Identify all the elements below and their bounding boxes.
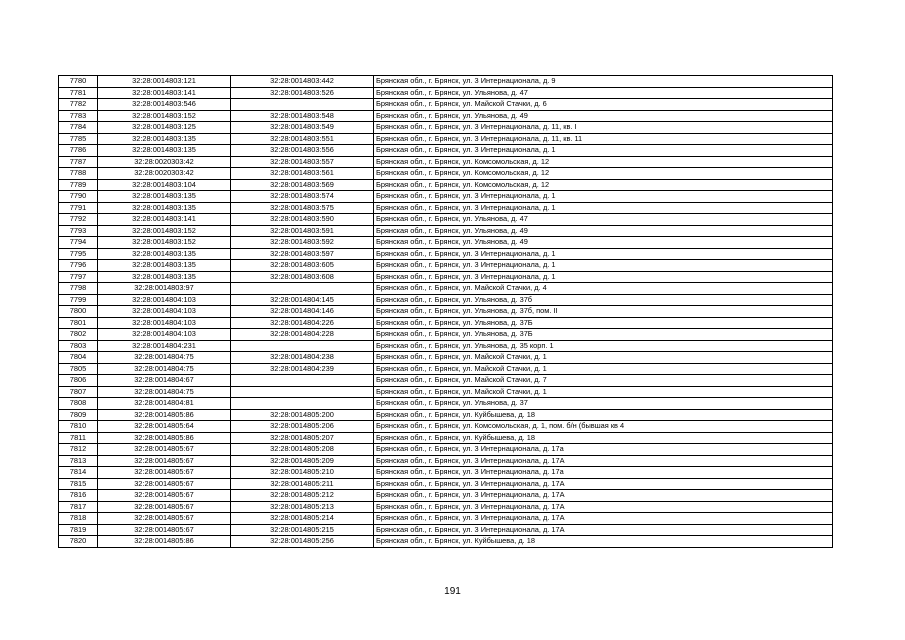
table-row <box>59 87 833 99</box>
parcel-number-cell: 32:28:0014804:103 <box>98 317 231 329</box>
parcel-number-cell: 32:28:0014805:67 <box>98 501 231 513</box>
table-row <box>59 306 833 318</box>
row-number-cell: 7816 <box>59 490 98 502</box>
address-cell: Брянская обл., г. Брянск, ул. Ульянова, д. 37б, пом. II <box>374 306 833 318</box>
object-number-cell: 32:28:0014805:207 <box>231 432 374 444</box>
row-number-cell: 7789 <box>59 179 98 191</box>
address-cell: Брянская обл., г. Брянск, ул. Майской Стачки, д. 6 <box>374 99 833 111</box>
table-row <box>59 352 833 364</box>
table-row <box>59 386 833 398</box>
parcel-number-cell: 32:28:0014803:135 <box>98 133 231 145</box>
object-number-cell: 32:28:0014805:211 <box>231 478 374 490</box>
parcel-number-cell: 32:28:0014803:135 <box>98 191 231 203</box>
object-number-cell <box>231 375 374 387</box>
address-cell: Брянская обл., г. Брянск, ул. 3 Интернационала, д. 1 <box>374 271 833 283</box>
row-number-cell: 7787 <box>59 156 98 168</box>
address-cell: Брянская обл., г. Брянск, ул. Комсомольская, д. 12 <box>374 179 833 191</box>
parcel-number-cell: 32:28:0014803:97 <box>98 283 231 295</box>
address-cell: Брянская обл., г. Брянск, ул. Ульянова, д. 49 <box>374 110 833 122</box>
property-table-body <box>59 76 833 548</box>
object-number-cell: 32:28:0014803:590 <box>231 214 374 226</box>
address-cell: Брянская обл., г. Брянск, ул. Ульянова, д. 37 <box>374 398 833 410</box>
parcel-number-cell: 32:28:0014804:103 <box>98 294 231 306</box>
table-row <box>59 179 833 191</box>
table-row <box>59 248 833 260</box>
row-number-cell: 7788 <box>59 168 98 180</box>
object-number-cell: 32:28:0014803:561 <box>231 168 374 180</box>
address-cell: Брянская обл., г. Брянск, ул. 3 Интернационала, д. 17А <box>374 455 833 467</box>
parcel-number-cell: 32:28:0014804:231 <box>98 340 231 352</box>
row-number-cell: 7814 <box>59 467 98 479</box>
parcel-number-cell: 32:28:0014804:75 <box>98 363 231 375</box>
table-row <box>59 283 833 295</box>
address-cell: Брянская обл., г. Брянск, ул. 3 Интернационала, д. 17а <box>374 444 833 456</box>
row-number-cell: 7786 <box>59 145 98 157</box>
parcel-number-cell: 32:28:0014804:103 <box>98 329 231 341</box>
row-number-cell: 7817 <box>59 501 98 513</box>
address-cell: Брянская обл., г. Брянск, ул. Ульянова, д. 49 <box>374 237 833 249</box>
table-row <box>59 168 833 180</box>
object-number-cell <box>231 340 374 352</box>
object-number-cell: 32:28:0014804:146 <box>231 306 374 318</box>
table-row <box>59 455 833 467</box>
object-number-cell: 32:28:0014803:551 <box>231 133 374 145</box>
row-number-cell: 7794 <box>59 237 98 249</box>
parcel-number-cell: 32:28:0014804:75 <box>98 386 231 398</box>
parcel-number-cell: 32:28:0014803:141 <box>98 214 231 226</box>
row-number-cell: 7803 <box>59 340 98 352</box>
parcel-number-cell: 32:28:0014803:121 <box>98 76 231 88</box>
parcel-number-cell: 32:28:0014804:81 <box>98 398 231 410</box>
row-number-cell: 7802 <box>59 329 98 341</box>
address-cell: Брянская обл., г. Брянск, ул. 3 Интернационала, д. 11, кв. I <box>374 122 833 134</box>
object-number-cell: 32:28:0014805:209 <box>231 455 374 467</box>
table-row <box>59 524 833 536</box>
address-cell: Брянская обл., г. Брянск, ул. Ульянова, д. 35 корп. 1 <box>374 340 833 352</box>
object-number-cell: 32:28:0014803:574 <box>231 191 374 203</box>
object-number-cell: 32:28:0014805:208 <box>231 444 374 456</box>
address-cell: Брянская обл., г. Брянск, ул. Майской Стачки, д. 1 <box>374 363 833 375</box>
row-number-cell: 7797 <box>59 271 98 283</box>
table-row <box>59 214 833 226</box>
address-cell: Брянская обл., г. Брянск, ул. 3 Интернационала, д. 1 <box>374 191 833 203</box>
table-row <box>59 191 833 203</box>
address-cell: Брянская обл., г. Брянск, ул. Комсомольская, д. 12 <box>374 156 833 168</box>
table-row <box>59 317 833 329</box>
table-row <box>59 398 833 410</box>
row-number-cell: 7818 <box>59 513 98 525</box>
object-number-cell: 32:28:0014803:549 <box>231 122 374 134</box>
parcel-number-cell: 32:28:0014804:75 <box>98 352 231 364</box>
row-number-cell: 7783 <box>59 110 98 122</box>
parcel-number-cell: 32:28:0014803:152 <box>98 110 231 122</box>
table-row <box>59 110 833 122</box>
address-cell: Брянская обл., г. Брянск, ул. Ульянова, д. 37Б <box>374 317 833 329</box>
address-cell: Брянская обл., г. Брянск, ул. 3 Интернационала, д. 1 <box>374 248 833 260</box>
page-number: 191 <box>444 586 461 597</box>
table-row <box>59 478 833 490</box>
parcel-number-cell: 32:28:0020303:42 <box>98 156 231 168</box>
parcel-number-cell: 32:28:0014804:103 <box>98 306 231 318</box>
parcel-number-cell: 32:28:0014805:67 <box>98 444 231 456</box>
address-cell: Брянская обл., г. Брянск, ул. Майской Стачки, д. 7 <box>374 375 833 387</box>
table-row <box>59 444 833 456</box>
table-row <box>59 145 833 157</box>
address-cell: Брянская обл., г. Брянск, ул. Куйбышева, д. 18 <box>374 432 833 444</box>
row-number-cell: 7806 <box>59 375 98 387</box>
address-cell: Брянская обл., г. Брянск, ул. Комсомольская, д. 12 <box>374 168 833 180</box>
table-row <box>59 260 833 272</box>
object-number-cell: 32:28:0014803:591 <box>231 225 374 237</box>
table-row <box>59 501 833 513</box>
table-row <box>59 432 833 444</box>
row-number-cell: 7784 <box>59 122 98 134</box>
object-number-cell: 32:28:0014805:213 <box>231 501 374 513</box>
parcel-number-cell: 32:28:0014803:546 <box>98 99 231 111</box>
row-number-cell: 7813 <box>59 455 98 467</box>
table-row <box>59 237 833 249</box>
object-number-cell: 32:28:0014803:575 <box>231 202 374 214</box>
object-number-cell <box>231 99 374 111</box>
row-number-cell: 7812 <box>59 444 98 456</box>
parcel-number-cell: 32:28:0014805:67 <box>98 490 231 502</box>
parcel-number-cell: 32:28:0014805:86 <box>98 409 231 421</box>
row-number-cell: 7804 <box>59 352 98 364</box>
table-row <box>59 513 833 525</box>
parcel-number-cell: 32:28:0014803:135 <box>98 271 231 283</box>
object-number-cell: 32:28:0014804:239 <box>231 363 374 375</box>
parcel-number-cell: 32:28:0014805:67 <box>98 467 231 479</box>
parcel-number-cell: 32:28:0014803:104 <box>98 179 231 191</box>
row-number-cell: 7790 <box>59 191 98 203</box>
parcel-number-cell: 32:28:0014805:86 <box>98 432 231 444</box>
row-number-cell: 7805 <box>59 363 98 375</box>
address-cell: Брянская обл., г. Брянск, ул. Куйбышева, д. 18 <box>374 409 833 421</box>
object-number-cell: 32:28:0014803:608 <box>231 271 374 283</box>
row-number-cell: 7815 <box>59 478 98 490</box>
parcel-number-cell: 32:28:0014803:152 <box>98 225 231 237</box>
address-cell: Брянская обл., г. Брянск, ул. 3 Интернационала, д. 1 <box>374 202 833 214</box>
object-number-cell: 32:28:0014803:442 <box>231 76 374 88</box>
table-row <box>59 421 833 433</box>
row-number-cell: 7811 <box>59 432 98 444</box>
table-row <box>59 76 833 88</box>
parcel-number-cell: 32:28:0014803:135 <box>98 260 231 272</box>
row-number-cell: 7792 <box>59 214 98 226</box>
row-number-cell: 7799 <box>59 294 98 306</box>
address-cell: Брянская обл., г. Брянск, ул. 3 Интернационала, д. 17А <box>374 501 833 513</box>
table-row <box>59 536 833 548</box>
address-cell: Брянская обл., г. Брянск, ул. Майской Стачки, д. 4 <box>374 283 833 295</box>
row-number-cell: 7780 <box>59 76 98 88</box>
address-cell: Брянская обл., г. Брянск, ул. 3 Интернационала, д. 17А <box>374 478 833 490</box>
row-number-cell: 7795 <box>59 248 98 260</box>
parcel-number-cell: 32:28:0014805:67 <box>98 524 231 536</box>
address-cell: Брянская обл., г. Брянск, ул. 3 Интернационала, д. 17А <box>374 490 833 502</box>
object-number-cell: 32:28:0014803:605 <box>231 260 374 272</box>
address-cell: Брянская обл., г. Брянск, ул. Ульянова, д. 37Б <box>374 329 833 341</box>
property-table <box>58 75 833 548</box>
object-number-cell: 32:28:0014803:557 <box>231 156 374 168</box>
parcel-number-cell: 32:28:0014803:141 <box>98 87 231 99</box>
table-row <box>59 329 833 341</box>
object-number-cell: 32:28:0014804:145 <box>231 294 374 306</box>
object-number-cell: 32:28:0014805:256 <box>231 536 374 548</box>
object-number-cell: 32:28:0014804:226 <box>231 317 374 329</box>
row-number-cell: 7819 <box>59 524 98 536</box>
row-number-cell: 7801 <box>59 317 98 329</box>
table-row <box>59 133 833 145</box>
table-row <box>59 363 833 375</box>
object-number-cell <box>231 398 374 410</box>
address-cell: Брянская обл., г. Брянск, ул. Ульянова, д. 49 <box>374 225 833 237</box>
table-row <box>59 122 833 134</box>
object-number-cell <box>231 283 374 295</box>
object-number-cell: 32:28:0014805:215 <box>231 524 374 536</box>
address-cell: Брянская обл., г. Брянск, ул. 3 Интернационала, д. 17А <box>374 524 833 536</box>
parcel-number-cell: 32:28:0014803:135 <box>98 145 231 157</box>
parcel-number-cell: 32:28:0014805:67 <box>98 513 231 525</box>
table-row <box>59 375 833 387</box>
table-row <box>59 225 833 237</box>
row-number-cell: 7810 <box>59 421 98 433</box>
object-number-cell: 32:28:0014804:238 <box>231 352 374 364</box>
row-number-cell: 7785 <box>59 133 98 145</box>
row-number-cell: 7782 <box>59 99 98 111</box>
table-row <box>59 409 833 421</box>
address-cell: Брянская обл., г. Брянск, ул. 3 Интернационала, д. 17А <box>374 513 833 525</box>
object-number-cell: 32:28:0014803:526 <box>231 87 374 99</box>
row-number-cell: 7796 <box>59 260 98 272</box>
address-cell: Брянская обл., г. Брянск, ул. Майской Стачки, д. 1 <box>374 386 833 398</box>
address-cell: Брянская обл., г. Брянск, ул. 3 Интернационала, д. 11, кв. 11 <box>374 133 833 145</box>
row-number-cell: 7809 <box>59 409 98 421</box>
object-number-cell: 32:28:0014805:206 <box>231 421 374 433</box>
parcel-number-cell: 32:28:0014803:135 <box>98 202 231 214</box>
parcel-number-cell: 32:28:0014803:135 <box>98 248 231 260</box>
table-row <box>59 340 833 352</box>
parcel-number-cell: 32:28:0014805:64 <box>98 421 231 433</box>
table-row <box>59 294 833 306</box>
parcel-number-cell: 32:28:0014804:67 <box>98 375 231 387</box>
parcel-number-cell: 32:28:0014805:67 <box>98 478 231 490</box>
row-number-cell: 7791 <box>59 202 98 214</box>
table-row <box>59 156 833 168</box>
object-number-cell: 32:28:0014805:210 <box>231 467 374 479</box>
address-cell: Брянская обл., г. Брянск, ул. Ульянова, д. 37б <box>374 294 833 306</box>
address-cell: Брянская обл., г. Брянск, ул. 3 Интернационала, д. 9 <box>374 76 833 88</box>
object-number-cell: 32:28:0014805:214 <box>231 513 374 525</box>
address-cell: Брянская обл., г. Брянск, ул. Ульянова, д. 47 <box>374 214 833 226</box>
object-number-cell: 32:28:0014804:228 <box>231 329 374 341</box>
address-cell: Брянская обл., г. Брянск, ул. Майской Стачки, д. 1 <box>374 352 833 364</box>
object-number-cell <box>231 386 374 398</box>
parcel-number-cell: 32:28:0014803:152 <box>98 237 231 249</box>
object-number-cell: 32:28:0014803:569 <box>231 179 374 191</box>
table-row <box>59 467 833 479</box>
object-number-cell: 32:28:0014803:548 <box>231 110 374 122</box>
row-number-cell: 7798 <box>59 283 98 295</box>
address-cell: Брянская обл., г. Брянск, ул. 3 Интернационала, д. 17а <box>374 467 833 479</box>
object-number-cell: 32:28:0014803:556 <box>231 145 374 157</box>
address-cell: Брянская обл., г. Брянск, ул. Комсомольская, д. 1, пом. б/н (бывшая кв 4 <box>374 421 833 433</box>
address-cell: Брянская обл., г. Брянск, ул. 3 Интернационала, д. 1 <box>374 260 833 272</box>
row-number-cell: 7808 <box>59 398 98 410</box>
table-row <box>59 490 833 502</box>
parcel-number-cell: 32:28:0014803:125 <box>98 122 231 134</box>
row-number-cell: 7781 <box>59 87 98 99</box>
parcel-number-cell: 32:28:0014805:67 <box>98 455 231 467</box>
table-row <box>59 202 833 214</box>
address-cell: Брянская обл., г. Брянск, ул. 3 Интернационала, д. 1 <box>374 145 833 157</box>
object-number-cell: 32:28:0014803:592 <box>231 237 374 249</box>
parcel-number-cell: 32:28:0020303:42 <box>98 168 231 180</box>
row-number-cell: 7820 <box>59 536 98 548</box>
object-number-cell: 32:28:0014805:212 <box>231 490 374 502</box>
object-number-cell: 32:28:0014805:200 <box>231 409 374 421</box>
address-cell: Брянская обл., г. Брянск, ул. Ульянова, д. 47 <box>374 87 833 99</box>
row-number-cell: 7807 <box>59 386 98 398</box>
table-row <box>59 271 833 283</box>
object-number-cell: 32:28:0014803:597 <box>231 248 374 260</box>
table-row <box>59 99 833 111</box>
row-number-cell: 7793 <box>59 225 98 237</box>
row-number-cell: 7800 <box>59 306 98 318</box>
parcel-number-cell: 32:28:0014805:86 <box>98 536 231 548</box>
address-cell: Брянская обл., г. Брянск, ул. Куйбышева, д. 18 <box>374 536 833 548</box>
